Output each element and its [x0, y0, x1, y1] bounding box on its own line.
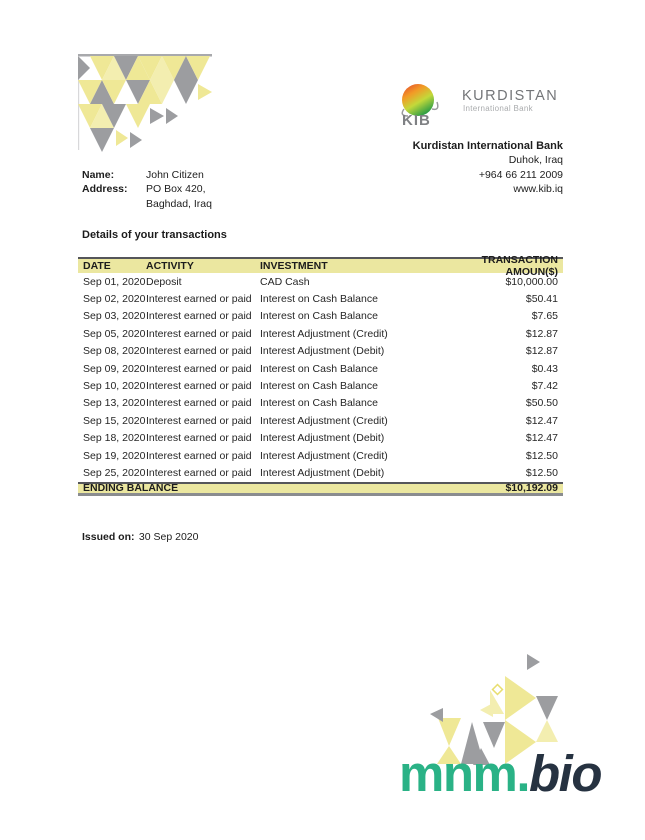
col-header-amount: TRANSACTION AMOUN($) [481, 254, 558, 278]
issued-on-date: 30 Sep 2020 [138, 531, 199, 543]
kib-logo [399, 82, 569, 132]
cell-investment: Interest on Cash Balance [260, 397, 378, 410]
cell-amount: $12.87 [525, 327, 558, 340]
cell-date: Sep 01, 2020 [83, 275, 146, 288]
cell-activity: Interest earned or paid [146, 293, 252, 306]
cell-amount: $12.50 [525, 466, 558, 479]
table-header-row [78, 254, 563, 278]
cell-activity: Interest earned or paid [146, 449, 252, 462]
cell-amount: $10,000.00 [505, 275, 558, 288]
cell-investment: Interest on Cash Balance [260, 293, 378, 306]
bank-city: Duhok, Iraq [508, 154, 563, 167]
customer-address-line-1: PO Box 420, [146, 183, 206, 196]
col-header-activity: ACTIVITY [146, 260, 194, 272]
bank-name: Kurdistan International Bank [412, 140, 563, 152]
mnm-bio-watermark [399, 745, 602, 802]
cell-investment: Interest on Cash Balance [260, 362, 378, 375]
cell-activity: Interest earned or paid [146, 345, 252, 358]
cell-date: Sep 10, 2020 [83, 380, 146, 393]
cell-amount: $7.65 [531, 310, 558, 323]
table-row [78, 412, 563, 429]
cell-activity: Interest earned or paid [146, 466, 252, 479]
cell-activity: Interest earned or paid [146, 414, 252, 427]
cell-activity: Interest earned or paid [146, 380, 252, 393]
bank-website: www.kib.iq [513, 183, 563, 196]
ending-balance-row [78, 482, 563, 496]
cell-amount: $7.42 [531, 380, 558, 393]
cell-activity: Interest earned or paid [146, 310, 252, 323]
cell-date: Sep 19, 2020 [83, 449, 146, 462]
cell-amount: $0.43 [531, 362, 558, 375]
table-row [78, 325, 563, 342]
brand-name: KURDISTAN [462, 88, 559, 104]
triangle-pattern-top-left-icon [78, 54, 218, 162]
brand-subtitle: International Bank [463, 104, 533, 113]
section-title: Details of your transactions [82, 229, 227, 241]
watermark-bio: bio [529, 745, 602, 802]
cell-investment: Interest on Cash Balance [260, 380, 378, 393]
table-row [78, 447, 563, 464]
cell-date: Sep 15, 2020 [83, 414, 146, 427]
issued-on-label: Issued on: [82, 531, 135, 543]
cell-investment: Interest Adjustment (Debit) [260, 466, 385, 479]
table-row [78, 308, 563, 325]
table-row [78, 464, 563, 481]
cell-date: Sep 18, 2020 [83, 432, 146, 445]
customer-address-label: Address: [82, 183, 128, 196]
cell-investment: CAD Cash [260, 275, 310, 288]
issued-on [82, 531, 198, 543]
cell-date: Sep 09, 2020 [83, 362, 146, 375]
customer-info [82, 168, 212, 211]
cell-amount: $12.50 [525, 449, 558, 462]
table-row [78, 395, 563, 412]
bank-info [413, 139, 563, 197]
table-row [78, 273, 563, 290]
watermark-mnm: mnm. [399, 745, 530, 802]
cell-amount: $12.87 [525, 345, 558, 358]
col-header-date: DATE [83, 260, 111, 272]
customer-name: John Citizen [146, 169, 204, 181]
cell-investment: Interest Adjustment (Credit) [260, 414, 388, 427]
customer-name-label: Name: [82, 169, 115, 181]
table-row [78, 377, 563, 394]
cell-date: Sep 05, 2020 [83, 327, 146, 340]
cell-investment: Interest Adjustment (Debit) [260, 345, 385, 358]
cell-activity: Interest earned or paid [146, 432, 252, 445]
ending-balance-label: ENDING BALANCE [83, 482, 179, 495]
cell-date: Sep 08, 2020 [83, 345, 146, 358]
cell-amount: $12.47 [525, 432, 558, 445]
table-row [78, 290, 563, 307]
cell-date: Sep 25, 2020 [83, 466, 146, 479]
table-row [78, 343, 563, 360]
customer-address-line-2: Baghdad, Iraq [146, 197, 212, 210]
ending-balance-amount: $10,192.09 [505, 482, 558, 495]
cell-activity: Deposit [146, 275, 182, 288]
cell-activity: Interest earned or paid [146, 362, 252, 375]
cell-amount: $50.41 [525, 293, 558, 306]
cell-amount: $50.50 [525, 397, 558, 410]
cell-investment: Interest Adjustment (Credit) [260, 449, 388, 462]
table-row [78, 430, 563, 447]
cell-date: Sep 02, 2020 [83, 293, 146, 306]
cell-investment: Interest Adjustment (Credit) [260, 327, 388, 340]
bank-phone: +964 66 211 2009 [478, 168, 563, 181]
col-header-investment: INVESTMENT [260, 260, 328, 272]
kib-logo-text: KIB [402, 112, 431, 129]
cell-date: Sep 03, 2020 [83, 310, 146, 323]
cell-investment: Interest on Cash Balance [260, 310, 378, 323]
cell-activity: Interest earned or paid [146, 327, 252, 340]
transactions-table [78, 254, 563, 496]
table-row [78, 360, 563, 377]
cell-amount: $12.47 [525, 414, 558, 427]
cell-investment: Interest Adjustment (Debit) [260, 432, 385, 445]
cell-activity: Interest earned or paid [146, 397, 252, 410]
cell-date: Sep 13, 2020 [83, 397, 146, 410]
